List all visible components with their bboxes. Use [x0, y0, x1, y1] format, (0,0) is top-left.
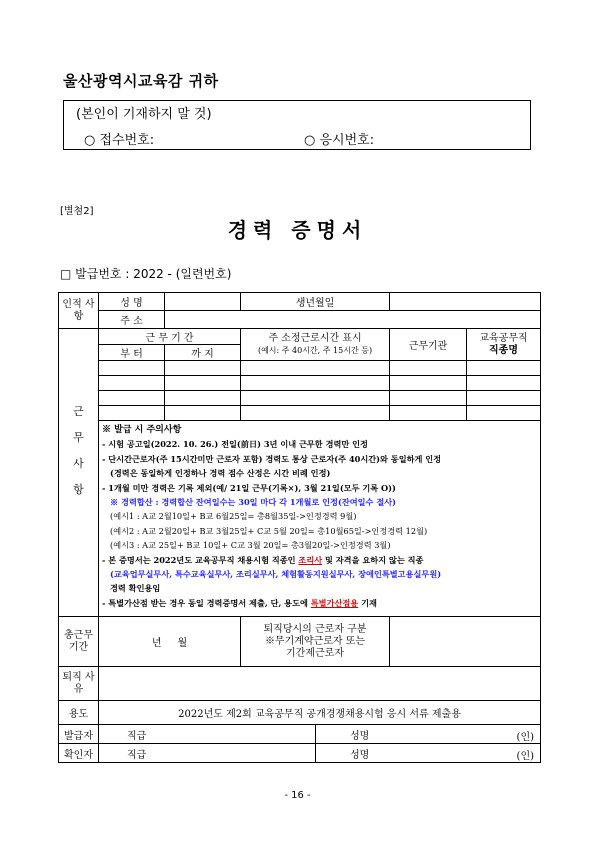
notes-line-5: ※ 경력합산 : 경력합산 잔여일수는 30일 마다 각 1개월로 인정(잔여일수 절사) [110, 497, 397, 508]
retire-type-line-1: 퇴직당시의 근로자 구분 [263, 623, 367, 635]
retire-type-line-2: ※무기계약근로자 또는 [264, 635, 366, 647]
retire-type-line-3: 기간제근로자 [286, 647, 344, 659]
issuer-name-label: 성명 [350, 730, 370, 742]
attachment-label: [별첨2] [60, 206, 94, 217]
job-type-header [467, 329, 541, 361]
job-type-label-line2: 직종명 [489, 344, 518, 356]
hours-cell[interactable] [241, 406, 390, 421]
weekly-hours-header [241, 329, 390, 361]
job-cell[interactable] [467, 361, 541, 376]
from-cell[interactable] [99, 406, 165, 421]
work-row [59, 376, 541, 391]
notes-example-1: (예시1 : A교 2월10일+ B교 6월25일= 총8월35일->인정경력 9월) [110, 511, 357, 522]
office-use-box [63, 100, 531, 150]
notes-line-1: - 시험 공고일(2022. 10. 26.) 전일(前日) 3년 이내 근무한 경력만 인정 [102, 439, 368, 450]
address-label: 주 소 [99, 311, 165, 329]
issuer-sign[interactable] [316, 725, 541, 744]
notes-line-6-post: 및 자격을 요하지 않는 직종 [322, 554, 424, 565]
notes-line-8: 경력 확인용임 [110, 583, 161, 594]
total-period-label: 총근무 기간 [59, 617, 99, 667]
notes-example-3: (예시3 : A교 25일+ B교 10일+ C교 3월 20일= 총3월20일->인정경력 3월) [110, 540, 391, 551]
job-cell[interactable] [467, 376, 541, 391]
notes-example-2: (예시2 : A교 2월20일+ B교 3월25일+ C교 5월 20일= 총10월65일->인정경력 12월) [110, 525, 428, 536]
issuer-position-label: 직급 [127, 730, 147, 742]
institution-cell[interactable] [390, 406, 467, 421]
hours-cell[interactable] [241, 391, 390, 406]
weekly-hours-label: 주 소정근로시간 표시 [268, 332, 362, 344]
page-number: - 16 - [284, 790, 311, 801]
confirmer-seal-label: (인) [516, 751, 535, 762]
purpose-value: 2022년도 제2회 교육공무직 공개경쟁채용시험 응시 서류 제출용 [99, 701, 541, 725]
work-details-label [59, 329, 99, 617]
purpose-label: 용도 [59, 701, 99, 725]
notes-line-6 [102, 553, 537, 567]
hours-cell[interactable] [241, 376, 390, 391]
personal-info-label: 인적 사항 [59, 293, 99, 329]
confirmer-name-label: 성명 [350, 749, 370, 761]
notes-line-7: (교육업무실무사, 특수교육실무사, 조리실무사, 체험활동지원실무사, 장애인특별고용실무원) [110, 569, 442, 580]
period-to-label: 까 지 [165, 345, 241, 361]
institution-cell[interactable] [390, 391, 467, 406]
issuance-notes [99, 421, 541, 617]
to-cell[interactable] [165, 406, 241, 421]
work-row [59, 361, 541, 376]
retire-type-label [241, 617, 390, 667]
name-value[interactable] [165, 293, 241, 311]
notes-line-9 [102, 596, 537, 610]
notes-line-9-red: 특별가산점용 [310, 597, 359, 608]
career-certificate-table [58, 292, 541, 763]
receipt-number-label: ○ 접수번호: [84, 133, 155, 148]
job-cell[interactable] [467, 391, 541, 406]
institution-cell[interactable] [390, 361, 467, 376]
work-period-label: 근 무 기 간 [99, 329, 241, 345]
to-cell[interactable] [165, 376, 241, 391]
retire-type-value[interactable] [390, 617, 541, 667]
work-details-label-text: 근 무 사 항 [73, 405, 84, 496]
retire-reason-value[interactable] [99, 667, 541, 701]
work-row [59, 391, 541, 406]
office-use-title: (본인이 기재하지 말 것) [76, 107, 212, 122]
notes-line-4: - 1개월 미만 경력은 기록 제외(예/ 21일 근무(기록×), 3월 21일(모두 기록 O)) [102, 482, 396, 493]
confirmer-label: 확인자 [59, 744, 99, 763]
institution-label: 근무기관 [390, 329, 467, 361]
to-cell[interactable] [165, 361, 241, 376]
work-row [59, 406, 541, 421]
institution-cell[interactable] [390, 376, 467, 391]
to-cell[interactable] [165, 391, 241, 406]
issue-number-line: □ 발급번호 : 2022 - (일련번호) [60, 267, 232, 281]
issuer-seal-label: (인) [516, 732, 535, 743]
job-cell[interactable] [467, 406, 541, 421]
notes-line-3: (경력은 동일하게 인정하나 경력 점수 산정은 시간 비례 인정) [110, 468, 331, 479]
notes-line-6-pre: - 본 증명서는 2022년도 교육공무직 채용시험 직종인 [102, 554, 299, 565]
retire-reason-label: 퇴직 사유 [59, 667, 99, 701]
issuer-position[interactable] [99, 725, 316, 744]
period-from-label: 부 터 [99, 345, 165, 361]
confirmer-sign[interactable] [316, 744, 541, 763]
birthdate-value[interactable] [390, 293, 541, 311]
confirmer-position-label: 직급 [127, 749, 147, 761]
notes-line-2: - 단시간근로자(주 15시간미만 근로자 포함) 경력도 통상 근로자(주 40시간)와 동일하게 인정 [102, 453, 442, 464]
exam-number-label: ○ 응시번호: [304, 133, 375, 148]
recipient-heading: 울산광역시교육감 귀하 [63, 72, 219, 90]
issuer-label: 발급자 [59, 725, 99, 744]
address-value[interactable] [165, 311, 541, 329]
total-period-value[interactable]: 년 월 [99, 617, 241, 667]
weekly-hours-example: (예시: 주 40시간, 주 15시간 등) [257, 345, 373, 355]
job-type-label-line1: 교육공무직 [479, 332, 528, 344]
notes-header: ※ 발급 시 주의사항 [102, 425, 182, 435]
name-label: 성 명 [99, 293, 165, 311]
from-cell[interactable] [99, 391, 165, 406]
notes-line-9-post: 기재 [358, 597, 377, 608]
birthdate-label: 생년월일 [241, 293, 390, 311]
notes-line-9-pre: - 특별가산점 받는 경우 동일 경력증명서 제출, 단, 용도에 [102, 597, 311, 608]
from-cell[interactable] [99, 361, 165, 376]
confirmer-position[interactable] [99, 744, 316, 763]
notes-line-6-red: 조리사 [298, 554, 323, 565]
hours-cell[interactable] [241, 361, 390, 376]
from-cell[interactable] [99, 376, 165, 391]
document-title: 경력 증명서 [227, 218, 368, 242]
